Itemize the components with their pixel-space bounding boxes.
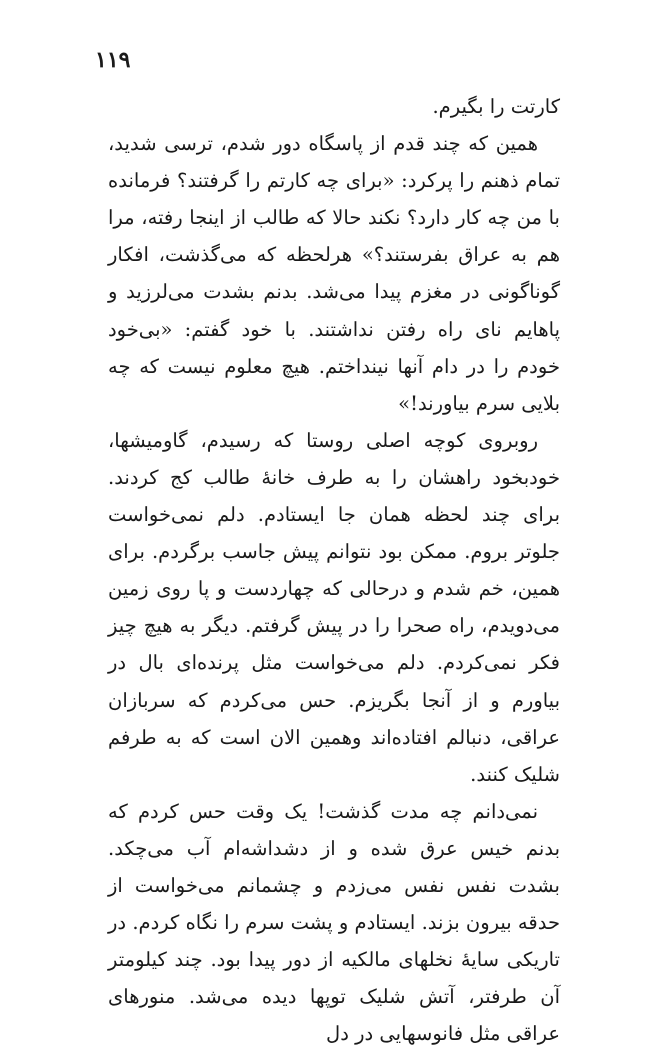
paragraph: روبروی کوچه اصلی روستا که رسیدم، گاومیشها، خودبخود راهشان را به طرف خانهٔ طالب کج کردند. برای چند لحظه همان جا ایستادم. دلم نمی‌خواست جلوتر بروم. ممکن بود نتوانم پیش جاسب برگردم. برای همین، خم شدم و درحالی که چهاردست و پا روی زمین می‌دویدم، راه صحرا را در پیش گرفتم. دیگر به هیچ چیز فکر نمی‌کردم. دلم می‌خواست مثل پرنده‌ای بال در بیاورم و از آنجا بگریزم. حس می‌کردم که سربازان عراقی، دنبالم افتاده‌اند وهمین الان است که به طرفم شلیک کنند.	[108, 428, 560, 786]
paragraph: کارتت را بگیرم.	[432, 95, 560, 118]
body-text	[108, 88, 560, 1052]
page-number: ۱۱۹	[95, 47, 131, 73]
paragraph: همین که چند قدم از پاسگاه دور شدم، ترسی شدید، تمام ذهنم را پرکرد: «برای چه کارتم را گرفتند؟ فرمانده با من چه کار دارد؟ نکند حالا که طالب از اینجا رفته، مرا هم به عراق بفرستند؟» هرلحظه که می‌گذشت، افکار گوناگونی در مغزم پیدا می‌شد. بدنم بشدت می‌لرزید و پاهایم نای راه رفتن نداشتند. با خود گفتم: «بی‌خود خودم را در دام آنها نینداختم. هیچ معلوم نیست که چه بلایی سرم بیاورند!»	[108, 132, 560, 415]
paragraph: نمی‌دانم چه مدت گذشت! یک وقت حس کردم که بدنم خیس عرق شده و از دشداشه‌ام آب می‌چکد. بشدت نفس نفس می‌زدم و چشمانم می‌خواست از حدقه بیرون بزند. ایستادم و پشت سرم را نگاه کردم. در تاریکی سایهٔ نخلهای مالکیه از دور پیدا بود. چند کیلومتر آن طرفتر، آتش شلیک توپها دیده می‌شد. منورهای عراقی مثل فانوسهایی در دل	[108, 799, 560, 1046]
